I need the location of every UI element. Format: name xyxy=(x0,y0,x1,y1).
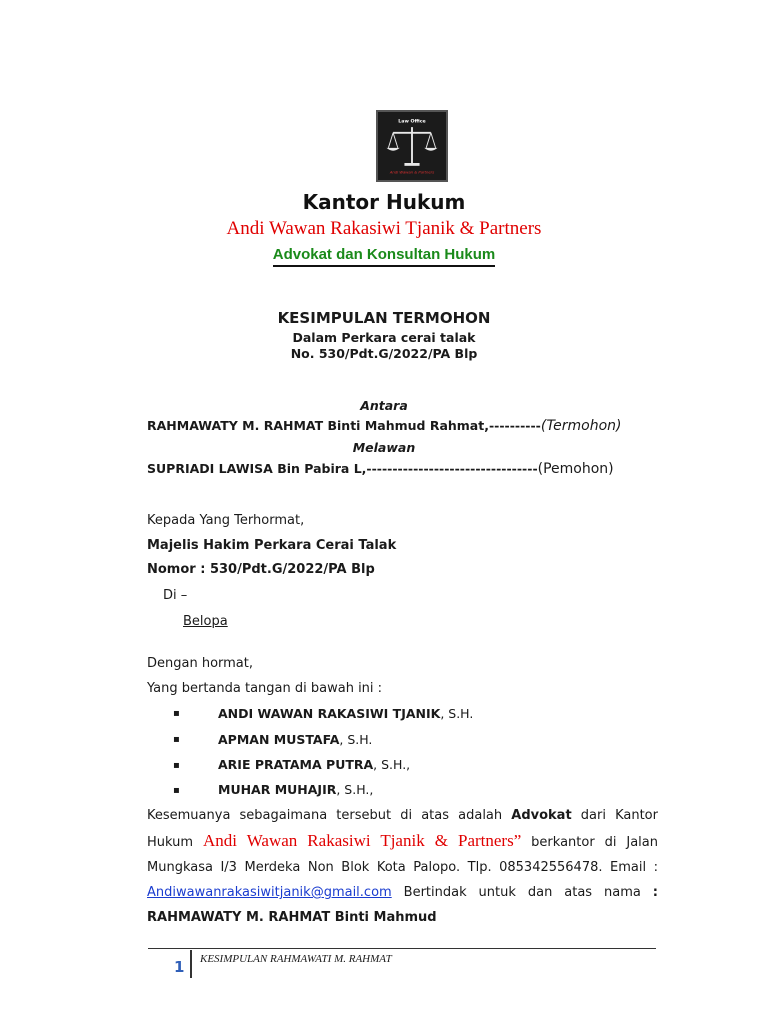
document-subtitle: Dalam Perkara cerai talak xyxy=(292,330,476,345)
firm-name: Andi Wawan Rakasiwi Tjanik & Partners xyxy=(226,218,542,239)
document-title: KESIMPULAN TERMOHON xyxy=(277,309,491,327)
addressee-place: Belopa xyxy=(183,614,228,629)
case-number: No. 530/Pdt.G/2022/PA Blp xyxy=(290,346,478,361)
intro-line: Yang bertanda tangan di bawah ini : xyxy=(147,681,383,696)
addressee-line2: Nomor : 530/Pdt.G/2022/PA Blp xyxy=(147,562,375,577)
melawan-label: Melawan xyxy=(352,440,416,455)
signatory-item: APMAN MUSTAFA, S.H. xyxy=(218,732,373,747)
respondent-role: (Termohon) xyxy=(540,418,622,434)
page-number: 1 xyxy=(174,958,185,976)
scales-of-justice-icon xyxy=(378,112,446,180)
respondent-name: RAHMAWATY M. RAHMAT Binti Mahmud Rahmat, xyxy=(147,418,489,433)
addressee-line1: Majelis Hakim Perkara Cerai Talak xyxy=(147,538,397,553)
firm-title: Kantor Hukum xyxy=(302,190,466,214)
party-respondent xyxy=(147,418,622,434)
salutation: Dengan hormat, xyxy=(147,656,254,671)
advokat-term: Advokat xyxy=(511,808,572,823)
firm-name-inline: Andi Wawan Rakasiwi Tjanik & Partners” xyxy=(202,831,522,850)
body-paragraph: Kesemuanya sebagaimana tersebut di atas adalah Advokat dari Kantor Hukum Andi Wawan Rakasiwi Tjanik & Partners” berkantor di Jalan Mungkasa I/3 Merdeka Non Blok Kota Palopo. Tlp. 085342556478. Email : Andiwawanrakasiwitjanik@gmail.com Bertindak untuk dan atas nama : RAHMAWATY M. RAHMAT Binti Mahmud xyxy=(147,808,658,925)
bullet-icon: ▪ xyxy=(173,760,180,771)
footer-separator xyxy=(190,950,192,978)
petitioner-dashes: --------------------------------- xyxy=(366,461,538,476)
respondent-dashes: ---------- xyxy=(488,418,541,433)
svg-text:Law Office: Law Office xyxy=(398,119,426,125)
petitioner-role: (Pemohon) xyxy=(537,461,614,477)
signatory-item: ANDI WAWAN RAKASIWI TJANIK, S.H. xyxy=(218,706,474,721)
signatory-item: ARIE PRATAMA PUTRA, S.H., xyxy=(218,757,411,772)
law-office-logo xyxy=(376,110,448,182)
bullet-icon: ▪ xyxy=(173,708,180,719)
svg-text:Andi Wawan & Partners: Andi Wawan & Partners xyxy=(389,170,435,175)
signatory-item: MUHAR MUHAJIR, S.H., xyxy=(218,782,374,797)
bullet-icon: ▪ xyxy=(173,785,180,796)
antara-label: Antara xyxy=(360,398,408,413)
footer-divider xyxy=(148,948,656,949)
addressee-di: Di – xyxy=(163,588,188,603)
client-name: : RAHMAWATY M. RAHMAT Binti Mahmud xyxy=(147,885,658,925)
bullet-icon: ▪ xyxy=(173,734,180,745)
footer-text: KESIMPULAN RAHMAWATI M. RAHMAT xyxy=(200,953,392,965)
addressee-greeting: Kepada Yang Terhormat, xyxy=(147,513,305,528)
petitioner-name: SUPRIADI LAWISA Bin Pabira L, xyxy=(147,461,367,476)
email-link[interactable]: Andiwawanrakasiwitjanik@gmail.com xyxy=(147,885,392,900)
firm-subtitle-text: Advokat dan Konsultan Hukum xyxy=(273,246,496,267)
party-petitioner xyxy=(147,461,614,477)
firm-subtitle xyxy=(0,246,768,263)
